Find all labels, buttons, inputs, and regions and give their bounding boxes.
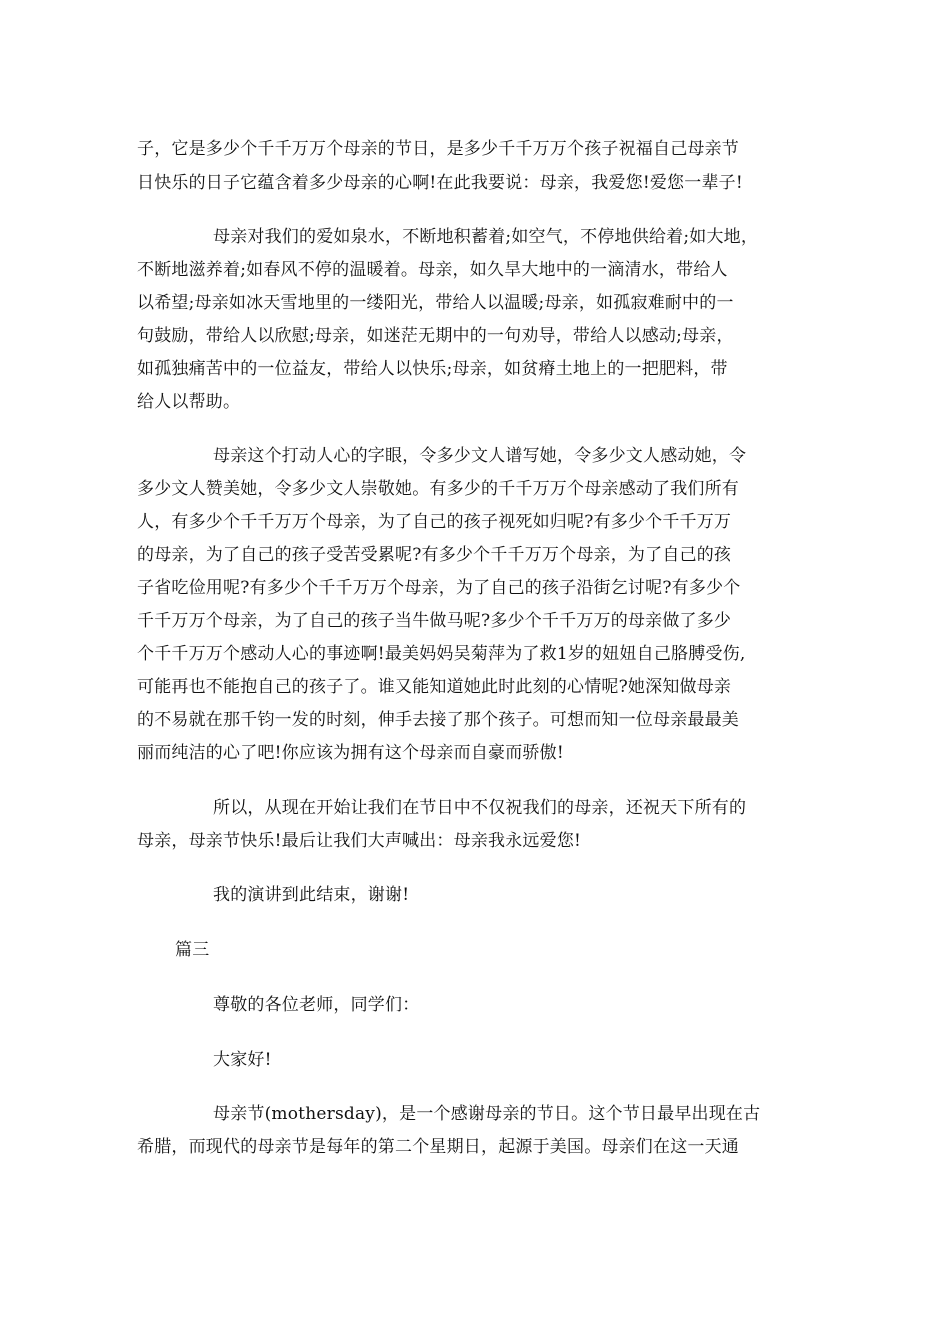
text-line: 所以，从现在开始让我们在节日中不仅祝我们的母亲，还祝天下所有的 [213, 798, 747, 818]
text-line: 日快乐的日子它蕴含着多少母亲的心啊!在此我要说：母亲，我爱您!爱您一辈子! [137, 173, 743, 193]
text-line: 尊敬的各位老师，同学们： [213, 995, 420, 1015]
text-line: 子，它是多少个千千万万个母亲的节日，是多少千千万万个孩子祝福自己母亲节 [137, 139, 739, 159]
section-heading: 篇三 [175, 940, 210, 960]
text-line: 句鼓励，带给人以欣慰;母亲，如迷茫无期中的一句劝导，带给人以感动;母亲， [137, 326, 734, 346]
text-line: 丽而纯洁的心了吧!你应该为拥有这个母亲而自豪而骄傲! [137, 743, 564, 763]
text-line: 我的演讲到此结束，谢谢! [213, 885, 410, 905]
text-line: 千千万万个母亲，为了自己的孩子当牛做马呢?多少个千千万万的母亲做了多少 [137, 611, 732, 631]
text-line: 大家好! [213, 1050, 272, 1070]
text-line: 的不易就在那千钧一发的时刻，伸手去接了那个孩子。可想而知一位母亲最最美 [137, 710, 739, 730]
text-line: 希腊，而现代的母亲节是每年的第二个星期日，起源于美国。母亲们在这一天通 [137, 1137, 739, 1157]
text-line: 不断地滋养着;如春风不停的温暖着。母亲，如久旱大地中的一滴清水，带给人 [137, 260, 728, 280]
text-line: 母亲对我们的爱如泉水，不断地积蓄着;如空气，不停地供给着;如大地， [213, 227, 759, 247]
text-line: 可能再也不能抱自己的孩子了。谁又能知道她此时此刻的心情呢?她深知做母亲 [137, 677, 732, 697]
text-line: 子省吃俭用呢?有多少个千千万万个母亲，为了自己的孩子沿街乞讨呢?有多少个 [137, 578, 741, 598]
text-line: 个千千万万个感动人心的事迹啊!最美妈妈吴菊萍为了救1岁的妞妞自己胳膊受伤, [137, 644, 746, 664]
text-line: 母亲，母亲节快乐!最后让我们大声喊出：母亲我永远爱您! [137, 831, 582, 851]
text-line: 多少文人赞美她，令多少文人崇敬她。有多少的千千万万个母亲感动了我们所有 [137, 479, 739, 499]
text-line: 以希望;母亲如冰天雪地里的一缕阳光，带给人以温暖;母亲，如孤寂难耐中的一 [137, 293, 734, 313]
text-line: 给人以帮助。 [137, 392, 241, 412]
text-line: 如孤独痛苦中的一位益友，带给人以快乐;母亲，如贫瘠土地上的一把肥料，带 [137, 359, 728, 379]
text-line: 的母亲，为了自己的孩子受苦受累呢?有多少个千千万万个母亲，为了自己的孩 [137, 545, 732, 565]
text-line: 母亲节(mothersday)，是一个感谢母亲的节日。这个节日最早出现在古 [213, 1104, 761, 1124]
text-line: 母亲这个打动人心的字眼，令多少文人谱写她，令多少文人感动她，令 [213, 446, 747, 466]
text-line: 人，有多少个千千万万个母亲，为了自己的孩子视死如归呢?有多少个千千万万 [137, 512, 732, 532]
